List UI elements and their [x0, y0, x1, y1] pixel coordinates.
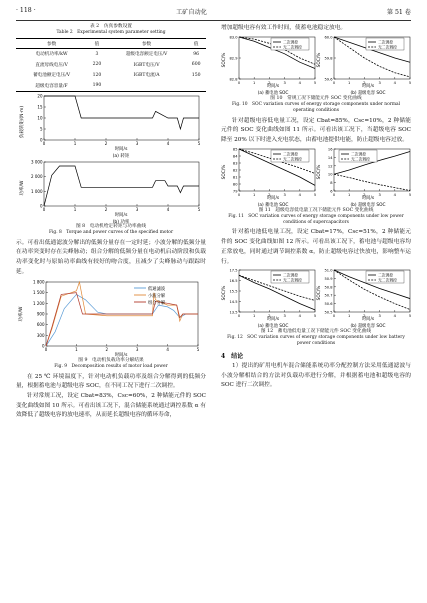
x-tick-label: 2 [268, 314, 271, 319]
series-line [334, 174, 410, 190]
y-tick-label: 82 [232, 168, 238, 173]
x-tick-label: 2 [104, 206, 108, 212]
x-tick-label: 1 [348, 192, 351, 197]
cell: 直流母线电压/V [35, 62, 68, 68]
legend-label: 二次调控 [378, 272, 394, 278]
table-row [16, 80, 206, 91]
fig11-caption: 图 11 超级电容低电量工况下储能元件 SOC 变化曲线 [258, 207, 374, 213]
fig10b-subcaption: (b) 超级电容 SOC [350, 90, 386, 96]
y-tick-label: 50.7 [324, 293, 333, 298]
y-tick-label: 81 [232, 175, 238, 180]
left-column [16, 24, 206, 421]
legend-label: 二次调控 [378, 39, 394, 45]
cell: 150 [191, 72, 201, 78]
y-tick-label: 14.5 [229, 300, 238, 305]
legend-label: 二次调控 [283, 151, 299, 157]
legend-label: 无二次调控 [283, 156, 302, 162]
fig10a-xlabel: 时间/s [266, 83, 280, 89]
table-row [16, 49, 206, 60]
fig8b-plot [31, 159, 201, 212]
y-tick-label: 80 [232, 182, 238, 187]
fig11b-ylabel: SOC/% [317, 164, 322, 179]
legend-label: 无二次调控 [283, 44, 302, 50]
x-tick-label: 5 [197, 206, 201, 212]
paragraph: 针对蓄电池低电量工况，设定 Cbat=17%，Csc=51%，2 种储能元件的 SOC 变化曲线如图 12 所示。可看出该工况下，蓄电池与超级电容均正常放电，同时通过调节调控系数 α，防止超级电容过快放电，影响整车运行。 [221, 229, 411, 265]
fig11a-ylabel: SOC/% [222, 164, 227, 179]
x-tick-label: 4 [393, 314, 396, 319]
y-tick-label: 16.5 [229, 279, 238, 284]
fig10b-xlabel: 时间/s [361, 83, 375, 89]
x-tick-label: 3 [283, 192, 286, 197]
x-tick-label: 3 [378, 314, 381, 319]
y-tick-label: 10 [327, 172, 333, 177]
fig9-ylabel: 功率/W [19, 306, 24, 321]
y-tick-label: 6 [330, 189, 333, 194]
cell: 96 [193, 51, 200, 57]
right-column [221, 24, 411, 391]
cell: 120 [92, 72, 102, 78]
legend-label: 二次调控 [351, 151, 367, 157]
fig11a-plot [233, 147, 316, 197]
x-tick-label: 0 [332, 80, 336, 85]
cell: 600 [191, 62, 201, 68]
y-tick-label: 3 000 [31, 159, 43, 165]
params-table [16, 38, 206, 92]
cell: IGBT电压/V [133, 62, 160, 68]
legend-label: 无二次调控 [351, 156, 370, 162]
journal-name: 工矿自动化 [176, 9, 207, 16]
y-tick-label: 1 800 [33, 279, 45, 284]
y-tick-label: 16 [327, 147, 333, 152]
fig11b-plot [328, 147, 411, 197]
running-header [16, 7, 411, 19]
y-tick-label: 2 000 [31, 173, 43, 179]
y-tick-label: 82.8 [229, 77, 238, 82]
fig8a-subcaption: (a) 转矩 [112, 153, 130, 158]
x-tick-label: 3 [283, 314, 286, 319]
fig11-chart [221, 146, 411, 208]
cell: 超级电容额定电压/V [125, 52, 168, 58]
y-tick-label: 300 [36, 332, 45, 338]
x-tick-label: 1 [73, 206, 77, 212]
x-tick-label: 3 [135, 140, 139, 146]
x-tick-label: 5 [408, 192, 411, 197]
y-tick-label: 50.8 [324, 285, 333, 290]
x-tick-label: 2 [104, 140, 108, 146]
paragraph: 针对常规工况，设定 Cbat=83%，Csc=60%，2 种储能元件的 SOC 变化曲线如图 10 所示。可看出该工况下，混合储能系统通过调控系数 α 有效降低了超级电容的放电速率，从而延长超级电容的循环寿命， [16, 392, 206, 419]
x-tick-label: 1 [253, 314, 256, 319]
fig9-chart [16, 278, 206, 358]
x-tick-label: 1 [348, 80, 351, 85]
table2-title: 表 2 仿真参数设置 [90, 24, 132, 29]
x-tick-label: 4 [166, 346, 169, 352]
y-tick-label: 85 [232, 147, 238, 152]
x-tick-label: 0 [237, 192, 241, 197]
fig8-caption-en: Fig. 8 Torque and power curves of the specified motor [48, 229, 174, 235]
fig10b-ylabel: SOC/% [317, 52, 322, 68]
y-tick-label: 1 200 [33, 300, 45, 306]
x-tick-label: 4 [298, 314, 301, 319]
legend-lowpass: 低通滤波 [148, 286, 166, 292]
y-tick-label: 1 000 [31, 188, 43, 194]
fig8a-ylabel: 负载转矩/(N·m) [20, 105, 25, 138]
y-tick-label: 15.5 [229, 289, 238, 294]
legend-combined: 组合分解 [148, 300, 166, 306]
x-tick-label: 5 [313, 314, 317, 319]
x-tick-label: 2 [363, 80, 366, 85]
fig10-caption: 图 10 常规工况下储能元件 SOC 变化曲线 [270, 95, 362, 101]
y-tick-label: 10 [37, 115, 43, 121]
fig8b-subcaption: (b) 功率 [112, 219, 130, 224]
x-tick-label: 0 [332, 314, 336, 319]
plot-frame [44, 162, 199, 206]
x-tick-label: 1 [75, 346, 78, 352]
y-tick-label: 600 [36, 321, 45, 327]
x-tick-label: 4 [298, 80, 301, 85]
fig8a-xlabel: 时间/s [114, 146, 128, 152]
x-tick-label: 0 [237, 80, 241, 85]
table-row [16, 70, 206, 80]
x-tick-label: 1 [73, 140, 77, 146]
fig12a-xlabel: 时间/s [266, 317, 280, 323]
x-tick-label: 4 [393, 192, 396, 197]
fig12-chart [221, 267, 411, 329]
x-tick-label: 5 [197, 140, 201, 146]
x-tick-label: 1 [253, 192, 256, 197]
y-tick-label: 5 [39, 126, 43, 132]
fig9-caption: 图 9 电动机负载功率分解结果 [78, 357, 144, 363]
fig9-xlabel: 时间/s [114, 352, 128, 358]
fig9-legend [134, 285, 166, 306]
legend-label: 无二次调控 [283, 277, 302, 283]
y-tick-label: 51.0 [324, 268, 333, 273]
x-tick-label: 4 [393, 80, 396, 85]
y-tick-label: 83 [232, 161, 238, 166]
x-tick-label: 4 [166, 206, 170, 212]
y-tick-label: 83.0 [229, 35, 238, 40]
fig10a-ylabel: SOC/% [222, 52, 227, 68]
y-tick-label: 8 [330, 180, 333, 185]
fig11b-xlabel: 时间/s [361, 195, 375, 201]
legend-label: 无二次调控 [378, 44, 397, 50]
table2-title-en: Table 2 Experimental system parameter setting [56, 30, 166, 36]
cell: 电动机功率/kW [35, 52, 68, 58]
y-tick-label: 17.5 [229, 268, 238, 273]
fig8a-plot [37, 93, 200, 146]
y-tick-label: 50.5 [324, 310, 333, 315]
series-line [44, 166, 199, 206]
paragraph: 1）提出的矿用电机车混合储能系统功率分配控制方法采用低通滤波与小波分解相结合的方法对负载功率进行分解，并根据蓄电池和超级电容的 SOC 进行二次调控。 [221, 363, 411, 389]
series-line [46, 294, 198, 346]
fig12a-ylabel: SOC/% [222, 285, 227, 301]
y-tick-label: 20 [37, 93, 43, 99]
volume: 第 51 卷 [386, 9, 411, 16]
fig12b-plot [324, 269, 411, 319]
fig9-plot [33, 279, 200, 352]
y-tick-label: 59.6 [324, 77, 333, 82]
y-tick-label: 50.6 [324, 302, 333, 307]
y-tick-label: 900 [36, 311, 45, 316]
x-tick-label: 3 [135, 206, 139, 212]
fig8b-chart [16, 158, 206, 224]
page-number: · 118 · [16, 7, 36, 14]
table-header-row [16, 39, 206, 49]
x-tick-label: 4 [298, 192, 301, 197]
y-tick-label: 13.5 [229, 310, 238, 315]
table-row [16, 60, 206, 70]
cell: IGBT电流/A [133, 73, 160, 79]
x-tick-label: 3 [378, 192, 381, 197]
cell: 190 [87, 80, 107, 91]
paragraph: 针对超级电容低电量工况，设定 Cbat=85%，Csc=10%，2 种储能元件的 SOC 变化曲线如图 11 所示。可看出该工况下，当超级电容 SOC 降至 20% 以下时进入充电状态，由蓄电池提供电能，防止超级电容过放。 [221, 117, 411, 143]
y-tick-label: 0 [41, 343, 45, 348]
cell: 蓄电池额定电压/V [33, 73, 71, 79]
x-tick-label: 2 [268, 80, 271, 85]
fig8-caption: 图 8 电动机给定转矩与功率曲线 [75, 223, 147, 229]
x-tick-label: 5 [313, 80, 317, 85]
y-tick-label: 59.8 [324, 56, 333, 61]
x-tick-label: 4 [166, 140, 170, 146]
th: 值 [87, 39, 107, 49]
fig11b-subcaption: (b) 超级电容 SOC [350, 202, 386, 208]
fig12b-xlabel: 时间/s [361, 317, 375, 323]
th: 值 [186, 39, 206, 49]
x-tick-label: 0 [42, 206, 46, 212]
legend-label: 无二次调控 [378, 277, 397, 283]
cell [186, 80, 206, 91]
y-tick-label: 79 [232, 189, 238, 194]
fig11a-subcaption: (a) 蓄电池 SOC [257, 202, 289, 208]
fig12b-subcaption: (b) 超级电容 SOC [350, 324, 386, 330]
fig12a-subcaption: (a) 蓄电池 SOC [257, 324, 289, 330]
y-tick-label: 1 500 [33, 289, 45, 295]
x-tick-label: 0 [42, 140, 46, 146]
fig8b-ylabel: 功率/W [20, 180, 25, 196]
x-tick-label: 5 [408, 80, 411, 85]
y-tick-label: 84 [232, 154, 238, 159]
y-tick-label: 0 [39, 203, 43, 209]
paragraph: 增加超级电容有效工作时间，使蓄电池稳定放电。 [221, 25, 347, 31]
th: 参数 [107, 39, 187, 49]
fig10a-plot [229, 35, 316, 85]
fig10-caption-en: Fig. 10 SOC variation curves of energy storage components under normal operating conditions [231, 101, 401, 113]
legend-label: 二次调控 [283, 272, 299, 278]
x-tick-label: 1 [348, 314, 351, 319]
fig8a-chart [16, 92, 206, 158]
y-tick-label: 60.0 [324, 35, 333, 40]
fig10b-plot [324, 35, 411, 85]
fig11a-xlabel: 时间/s [266, 195, 280, 201]
x-tick-label: 5 [313, 192, 317, 197]
fig12-caption-en: Fig. 12 SOC variation curves of energy storage components under low battery power conditions [227, 335, 405, 347]
th: 参数 [16, 39, 87, 49]
x-tick-label: 0 [332, 192, 336, 197]
series-line [44, 96, 199, 129]
x-tick-label: 3 [378, 80, 381, 85]
fig12a-plot [229, 269, 316, 319]
fig11-caption-en: Fig. 11 SOC variation curves of energy storage components under low power conditions of supercapacitors [228, 213, 404, 225]
x-tick-label: 0 [44, 346, 48, 352]
x-tick-label: 0 [237, 314, 241, 319]
fig10-chart [221, 34, 411, 96]
fig9-caption-en: Fig. 9 Decomposition results of motor load power [54, 363, 168, 369]
x-tick-label: 2 [363, 314, 366, 319]
x-tick-label: 3 [283, 80, 286, 85]
y-tick-label: 15 [37, 104, 43, 110]
paragraph: 在 25 ℃ 环境温度下，针对电动机负载功率及组合分解得到的低频分量，根据蓄电池与超级电容 SOC，在不同工况下进行二次调控。 [16, 373, 206, 390]
x-tick-label: 1 [253, 80, 256, 85]
cell: 超级电容容量/F [16, 80, 87, 91]
series-line [46, 292, 198, 345]
x-tick-label: 5 [196, 346, 200, 352]
fig8b-xlabel: 时间/s [114, 212, 128, 218]
x-tick-label: 5 [408, 314, 411, 319]
x-tick-label: 2 [268, 192, 271, 197]
legend-label: 二次调控 [283, 39, 299, 45]
cell: 3 [95, 51, 99, 57]
legend-wavelet: 小波分解 [148, 293, 166, 299]
cell: 220 [92, 62, 102, 68]
x-tick-label: 2 [363, 192, 366, 197]
header-rule [16, 20, 411, 21]
y-tick-label: 50.9 [324, 277, 333, 282]
y-tick-label: 0 [39, 137, 43, 143]
y-tick-label: 14 [327, 155, 333, 160]
paragraph: 示。可看出低通滤波分解出的低频分量存在一定时延；小波分解的低频分量在功率突变时存在尖峰脉动；组合分解的低频分量在电动机启动阶段和负载功率变化时与原始功率曲线有较好的吻合度，且减少了尖峰脉动与跟踪时延。 [16, 239, 206, 275]
fig12-caption: 图 12 蓄电池低电量工况下储能元件 SOC 变化曲线 [260, 329, 372, 335]
cell [107, 80, 187, 91]
section-title: 4 结论 [221, 353, 244, 361]
fig10a-subcaption: (a) 蓄电池 SOC [257, 90, 289, 96]
y-tick-label: 82.9 [229, 56, 238, 61]
x-tick-label: 3 [135, 346, 139, 352]
fig12b-ylabel: SOC/% [317, 285, 322, 301]
y-tick-label: 12 [327, 163, 333, 168]
x-tick-label: 2 [105, 346, 109, 352]
